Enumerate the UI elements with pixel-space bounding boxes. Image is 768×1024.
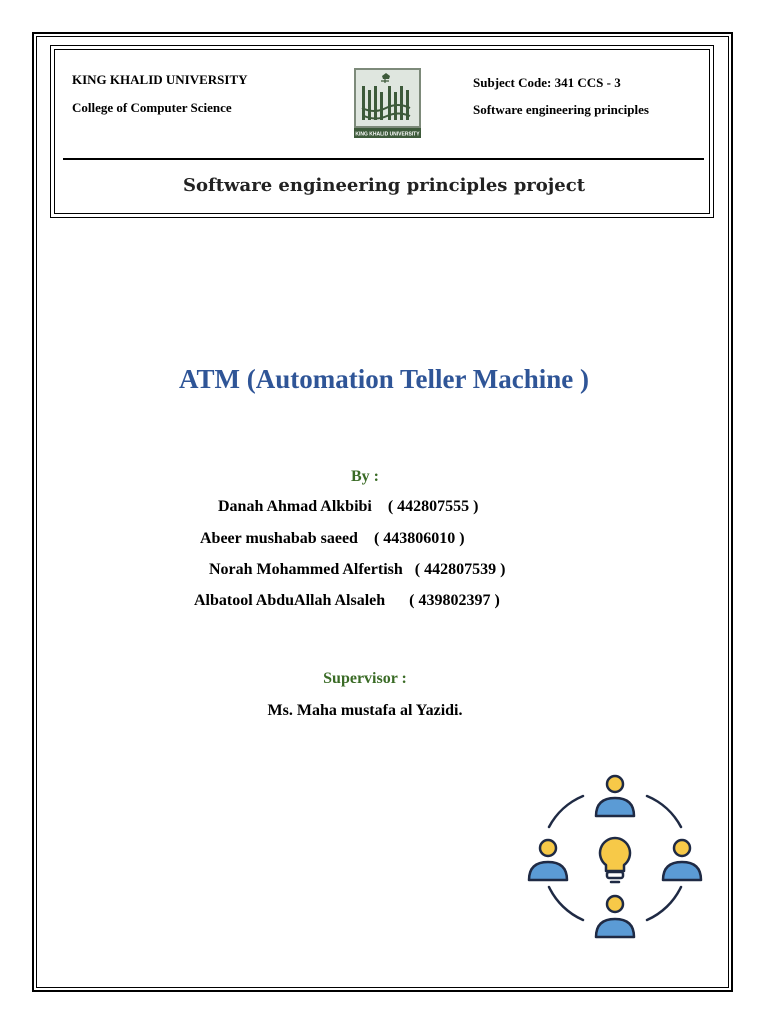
supervisor-label: Supervisor : <box>323 670 407 687</box>
university-logo-icon <box>354 68 421 138</box>
course-name: Software engineering principles <box>473 102 649 117</box>
authors-label: By : <box>351 468 379 485</box>
author-line: Albatool AbduAllah Alsaleh ( 439802397 ) <box>194 592 500 609</box>
logo-caption: KING KHALID UNIVERSITY <box>355 131 420 138</box>
university-name: KING KHALID UNIVERSITY <box>72 72 248 87</box>
author-line: Danah Ahmad Alkbibi ( 442807555 ) <box>218 498 479 515</box>
subject-code: Subject Code: 341 CCS - 3 <box>473 75 621 90</box>
author-line: Abeer mushabab saeed ( 443806010 ) <box>200 530 465 547</box>
header-divider <box>63 158 704 160</box>
author-line: Norah Mohammed Alfertish ( 442807539 ) <box>209 561 506 578</box>
team-idea-icon <box>525 772 705 944</box>
supervisor-name: Ms. Maha mustafa al Yazidi. <box>267 702 463 719</box>
college-name: College of Computer Science <box>72 100 232 115</box>
project-title: Software engineering principles project <box>182 175 586 196</box>
main-title: ATM (Automation Teller Machine ) <box>179 364 589 394</box>
